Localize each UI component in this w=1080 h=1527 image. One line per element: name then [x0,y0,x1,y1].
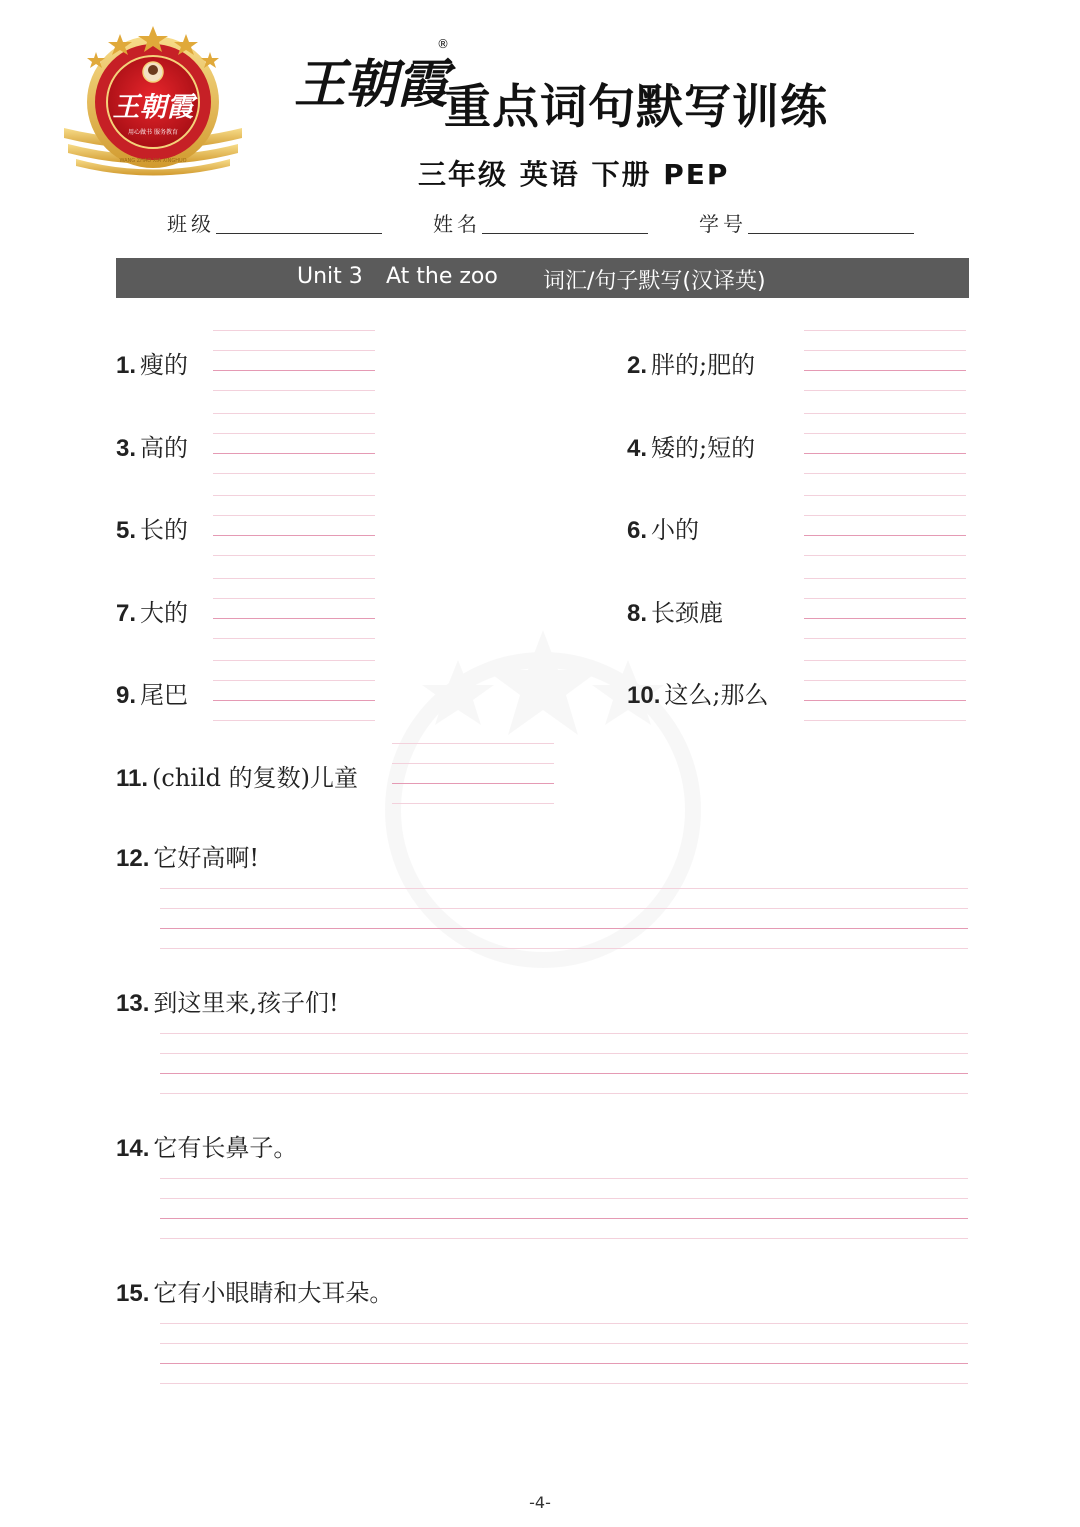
writing-guide-line [804,453,966,454]
page-title: 重点词句默写训练 [444,80,828,135]
writing-guide-line [804,413,966,414]
writing-guide-line [213,660,375,661]
answer-writing-area[interactable] [213,330,375,394]
logo-ring-text: WANG ZHAO XIA XINGHUO [119,158,187,164]
writing-guide-line [213,578,375,579]
item-prompt: 到这里来,孩子们! [153,989,339,1017]
writing-guide-line [392,763,554,764]
word-item-8 [627,593,723,628]
item-number: 4. [627,435,648,462]
word-item-5 [116,510,188,545]
word-item-10 [627,675,768,710]
student-id-label: 学号 [699,212,747,236]
item-number: 10. [627,682,661,709]
answer-writing-area[interactable] [804,578,966,642]
writing-guide-line [160,1218,968,1219]
word-item-3 [116,428,188,463]
writing-guide-line [804,330,966,331]
writing-guide-line [213,453,375,454]
student-id-field[interactable] [748,233,914,234]
writing-guide-line [213,555,375,556]
writing-guide-line [392,803,554,804]
writing-guide-line [804,473,966,474]
item-number: 9. [116,682,137,709]
answer-writing-area[interactable] [804,413,966,477]
writing-guide-line [213,700,375,701]
writing-guide-line [160,1178,968,1179]
section-title: 词汇/句子默写(汉译英) [543,269,766,294]
item-prompt: 它有长鼻子。 [153,1134,298,1162]
page-subtitle: 三年级 英语 下册 PEP [418,158,730,191]
item-number: 14. [116,1135,150,1162]
item-number: 6. [627,517,648,544]
sentence-item-12 [116,838,259,873]
unit-header-bar [116,258,969,298]
writing-guide-line [160,908,968,909]
answer-writing-area[interactable] [804,330,966,394]
answer-writing-area[interactable] [804,495,966,559]
class-label: 班级 [167,212,215,236]
writing-guide-line [804,390,966,391]
writing-guide-line [804,638,966,639]
item-prompt: 它有小眼睛和大耳朵。 [153,1279,394,1307]
writing-guide-line [804,720,966,721]
brand-name: 王朝霞 [294,54,448,115]
item-number: 13. [116,990,150,1017]
word-item-1 [116,345,188,380]
item-number: 3. [116,435,137,462]
writing-guide-line [160,1198,968,1199]
writing-guide-line [804,433,966,434]
sentence-item-14 [116,1128,297,1163]
sentence-writing-area[interactable] [160,1178,968,1242]
answer-writing-area[interactable] [213,660,375,724]
writing-guide-line [160,1323,968,1324]
writing-guide-line [213,515,375,516]
sentence-writing-area[interactable] [160,1033,968,1097]
item-number: 2. [627,352,648,379]
unit-title: At the zoo [386,264,498,289]
item-number: 11. [116,765,149,792]
item-number: 15. [116,1280,150,1307]
word-item-9 [116,675,188,710]
writing-guide-line [213,413,375,414]
answer-writing-area[interactable] [392,743,554,807]
writing-guide-line [160,1073,968,1074]
sentence-writing-area[interactable] [160,888,968,952]
writing-guide-line [213,720,375,721]
item-prompt: (child 的复数)儿童 [152,764,359,792]
writing-guide-line [213,680,375,681]
logo-brand-text: 王朝霞 [112,92,194,123]
word-item-7 [116,593,188,628]
item-prompt: 尾巴 [140,681,189,709]
writing-guide-line [392,783,554,784]
writing-guide-line [213,495,375,496]
writing-guide-line [804,680,966,681]
writing-guide-line [160,1363,968,1364]
sentence-item-15 [116,1273,393,1308]
writing-guide-line [804,618,966,619]
writing-guide-line [213,473,375,474]
unit-number: Unit 3 [297,264,363,289]
writing-guide-line [213,638,375,639]
word-item-2 [627,345,755,380]
word-item-4 [627,428,755,463]
writing-guide-line [804,515,966,516]
writing-guide-line [804,535,966,536]
writing-guide-line [804,495,966,496]
writing-guide-line [213,390,375,391]
writing-guide-line [160,948,968,949]
registered-mark: ® [437,37,449,51]
writing-guide-line [804,350,966,351]
writing-guide-line [213,598,375,599]
writing-guide-line [804,370,966,371]
writing-guide-line [804,555,966,556]
item-prompt: 大的 [140,599,189,627]
word-item-11 [116,758,358,793]
writing-guide-line [160,928,968,929]
item-prompt: 胖的;肥的 [651,351,756,379]
writing-guide-line [160,888,968,889]
item-prompt: 矮的;短的 [651,434,756,462]
item-number: 8. [627,600,648,627]
item-prompt: 瘦的 [140,351,189,379]
name-label: 姓名 [433,212,481,236]
answer-writing-area[interactable] [213,578,375,642]
brand-logo-badge [62,22,244,184]
writing-guide-line [213,535,375,536]
word-item-6 [627,510,699,545]
writing-guide-line [213,330,375,331]
page-number: -4- [529,1493,551,1512]
writing-guide-line [213,370,375,371]
name-field[interactable] [482,233,648,234]
writing-guide-line [160,1383,968,1384]
writing-guide-line [160,1238,968,1239]
answer-writing-area[interactable] [213,413,375,477]
answer-writing-area[interactable] [213,495,375,559]
writing-guide-line [392,743,554,744]
item-prompt: 这么;那么 [664,681,769,709]
writing-guide-line [804,578,966,579]
item-number: 7. [116,600,137,627]
answer-writing-area[interactable] [804,660,966,724]
writing-guide-line [804,660,966,661]
class-field[interactable] [216,233,382,234]
sentence-item-13 [116,983,339,1018]
writing-guide-line [160,1033,968,1034]
item-prompt: 小的 [651,516,700,544]
item-prompt: 高的 [140,434,189,462]
writing-guide-line [160,1093,968,1094]
item-prompt: 长的 [140,516,189,544]
writing-guide-line [213,433,375,434]
item-number: 1. [116,352,137,379]
writing-guide-line [213,350,375,351]
writing-guide-line [804,598,966,599]
writing-guide-line [160,1343,968,1344]
item-number: 12. [116,845,150,872]
item-prompt: 长颈鹿 [651,599,724,627]
writing-guide-line [213,618,375,619]
logo-slogan: 用心做书 服务教育 [128,129,178,136]
writing-guide-line [160,1053,968,1054]
sentence-writing-area[interactable] [160,1323,968,1387]
writing-guide-line [804,700,966,701]
item-prompt: 它好高啊! [153,844,260,872]
item-number: 5. [116,517,137,544]
